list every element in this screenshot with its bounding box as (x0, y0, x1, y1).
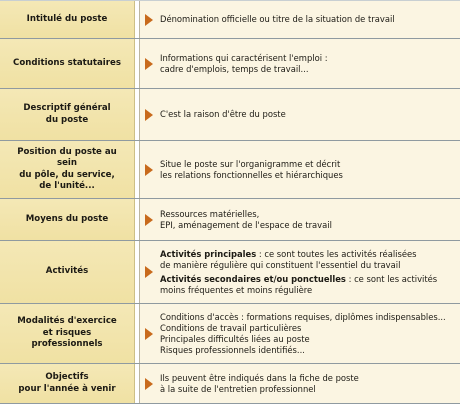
description-line: à la suite de l'entretien professionnel (160, 383, 316, 394)
row-label-text: de l'unité... (39, 181, 95, 191)
row-label-text: du pôle, du service, (19, 169, 115, 180)
table-row-position-du-poste (0, 141, 460, 199)
table-row-moyens-du-poste (0, 199, 460, 241)
table-row-intitule (0, 0, 460, 39)
row-description (158, 241, 460, 303)
activity-block (160, 249, 458, 271)
row-label-text: Modalités d'exercice (17, 316, 117, 327)
description-line: C'est la raison d'être du poste (160, 109, 286, 119)
arrow-right-icon (140, 39, 158, 88)
description-line (160, 274, 458, 285)
row-label (0, 241, 135, 303)
row-label-text: et risques professionnels (31, 327, 103, 350)
row-label (0, 199, 135, 240)
description-line: les relations fonctionnelles et hiérarchiques (160, 169, 343, 180)
description-line: cadre d'emplois, temps de travail... (160, 63, 309, 74)
description-line: moins fréquentes et moins régulière (160, 284, 313, 295)
row-label-text: Objectifs (45, 372, 89, 382)
row-label-text: Intitulé du poste (26, 13, 108, 24)
row-label-text: pour l'année à venir (18, 383, 116, 394)
description-line: Dénomination officielle ou titre de la situation de travail (160, 14, 395, 24)
row-label-text: Position du poste au sein (17, 146, 117, 168)
arrow-right-icon (140, 241, 158, 303)
description-line: EPI, aménagement de l'espace de travail (160, 219, 332, 230)
row-description (158, 39, 460, 88)
activity-text: : ce sont toutes les activités réalisées (256, 248, 417, 259)
table-row-objectifs (0, 364, 460, 404)
row-label (0, 304, 135, 363)
description-line: Informations qui caractérisent l'emploi : (160, 52, 328, 63)
arrow-right-icon (140, 199, 158, 240)
row-description (158, 364, 460, 403)
activity-heading: Activités principales (160, 248, 257, 259)
arrow-right-icon (140, 89, 158, 140)
description-line: Conditions de travail particulières (160, 322, 302, 333)
activity-block (160, 274, 458, 296)
row-label-text: Moyens du poste (25, 213, 109, 224)
row-label-text: Activités (45, 266, 89, 277)
row-description (158, 141, 460, 198)
description-line: Conditions d'accès : formations requises, diplômes indispensables... (160, 311, 446, 322)
row-description (158, 199, 460, 240)
arrow-right-icon (140, 304, 158, 363)
row-description (158, 304, 460, 363)
description-line: de manière régulière qui constituent l'essentiel du travail (160, 259, 401, 270)
description-line: Principales difficultés liées au poste (160, 333, 310, 344)
description-line: Ils peuvent être indiqués dans la fiche de poste (160, 372, 359, 383)
activity-text: : ce sont les activités (345, 273, 438, 284)
arrow-right-icon (140, 141, 158, 198)
table-row-descriptif-general (0, 89, 460, 141)
row-label (0, 141, 135, 198)
arrow-right-icon (140, 1, 158, 38)
table-row-modalites (0, 304, 460, 364)
row-label-text: du poste (45, 114, 89, 125)
row-label (0, 364, 135, 403)
description-line (160, 249, 458, 260)
table-row-activites (0, 241, 460, 304)
row-label (0, 39, 135, 88)
row-label-text: Descriptif général (23, 103, 111, 113)
description-line: Situe le poste sur l'organigramme et décrit (160, 158, 341, 169)
description-line: Risques professionnels identifiés... (160, 344, 305, 355)
description-line: Ressources matérielles, (160, 208, 260, 219)
row-description (158, 1, 460, 38)
activity-heading: Activités secondaires et/ou ponctuelles (160, 273, 346, 284)
row-label (0, 89, 135, 140)
row-label-text: Conditions statutaires (13, 57, 121, 68)
row-description (158, 89, 460, 140)
arrow-right-icon (140, 364, 158, 403)
row-label (0, 1, 135, 38)
table-row-conditions-statutaires (0, 39, 460, 89)
